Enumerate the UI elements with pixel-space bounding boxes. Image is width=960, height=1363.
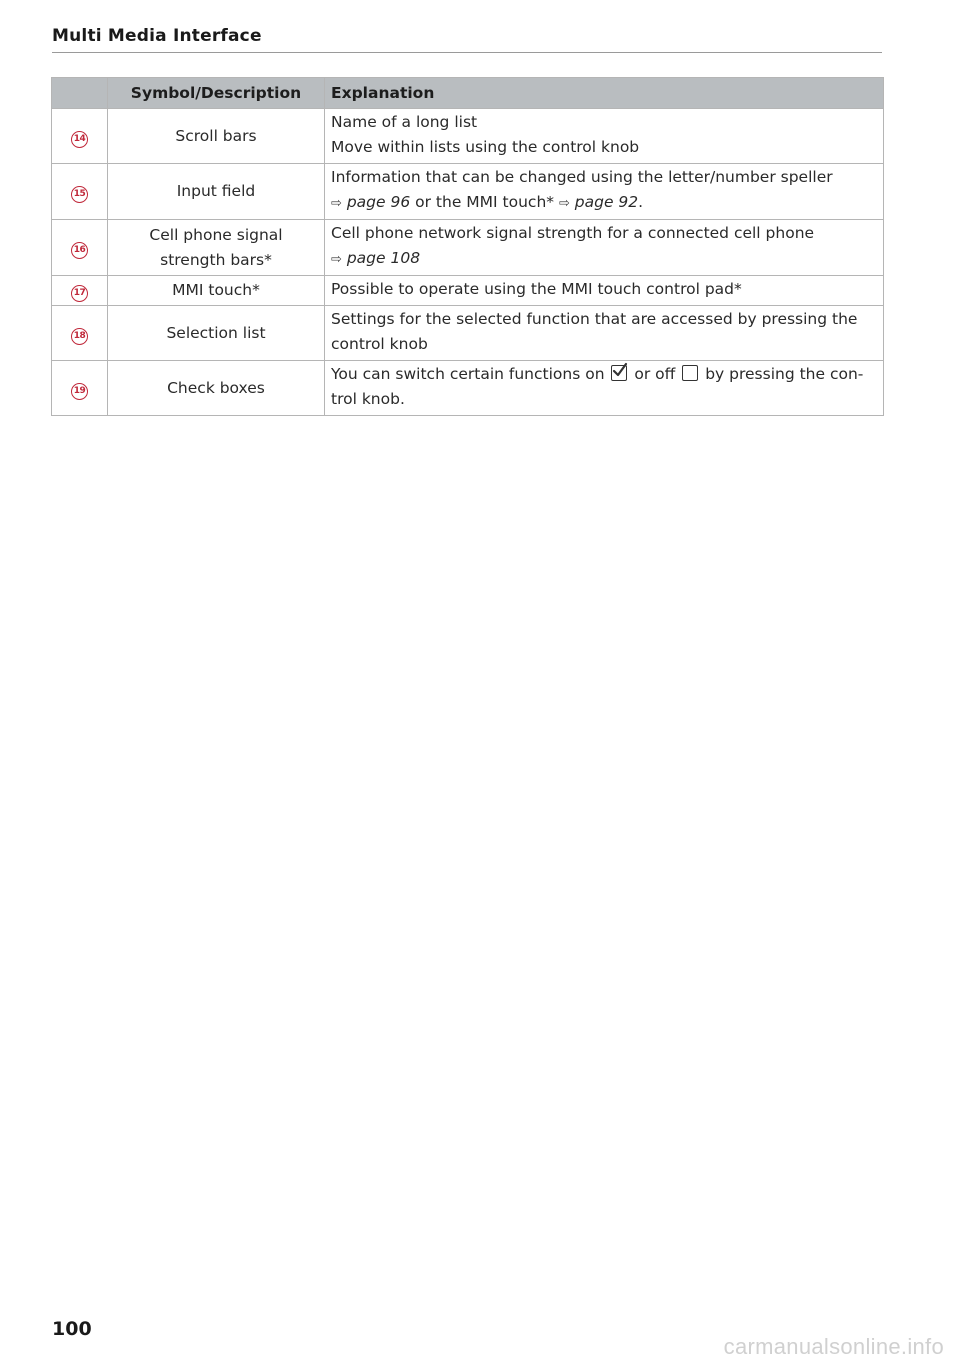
checked-checkbox-icon <box>611 365 627 381</box>
explanation-cell <box>325 220 884 276</box>
description-text: Check boxes <box>167 378 265 397</box>
row-number-cell <box>52 220 108 276</box>
description-cell <box>108 276 325 306</box>
description-cell <box>108 220 325 276</box>
arrow-right-icon: ⇨ <box>331 252 342 267</box>
row-number-cell <box>52 109 108 164</box>
explanation-column-header: Explanation <box>325 78 884 109</box>
explanation-text: Settings for the selected function that are accessed by pressing the <box>331 310 858 328</box>
explanation-text: Information that can be changed using the letter/number speller <box>331 168 833 186</box>
explanation-text: or off <box>629 365 681 383</box>
description-cell <box>108 306 325 361</box>
row-number-cell <box>52 164 108 220</box>
description-text: Scroll bars <box>175 126 257 145</box>
row-number-cell <box>52 276 108 306</box>
description-text: Input field <box>176 182 256 200</box>
number-column-header <box>52 78 108 109</box>
page-number: 100 <box>52 1318 92 1340</box>
explanation-text: Name of a long list <box>331 113 478 131</box>
explanation-line <box>331 362 875 387</box>
unchecked-checkbox-icon <box>682 365 698 381</box>
callout-number-icon: 14 <box>71 131 88 148</box>
explanation-refs <box>331 246 875 272</box>
page-reference-link[interactable]: page 96 <box>346 193 411 211</box>
explanation-cell <box>325 276 884 306</box>
description-text: MMI touch* <box>172 281 260 299</box>
callout-number-icon: 18 <box>71 328 88 345</box>
explanation-text: by pressing the con- <box>700 365 864 383</box>
section-title: Multi Media Interface <box>52 26 262 46</box>
callout-number-icon: 15 <box>71 186 88 203</box>
callout-number-icon: 19 <box>71 383 88 400</box>
description-column-header: Symbol/Description <box>108 78 325 109</box>
page-header <box>52 24 882 53</box>
explanation-text: You can switch certain functions on <box>331 365 610 383</box>
explanation-text: Move within lists using the control knob <box>331 138 640 156</box>
table-header-row <box>52 78 884 109</box>
description-cell <box>108 361 325 416</box>
table-row <box>52 164 884 220</box>
callout-number-icon: 17 <box>71 285 88 302</box>
explanation-refs <box>331 190 875 216</box>
row-number-cell <box>52 306 108 361</box>
symbol-table <box>51 77 884 416</box>
explanation-text: trol knob. <box>331 390 405 408</box>
arrow-right-icon: ⇨ <box>558 196 570 211</box>
explanation-cell <box>325 109 884 164</box>
description-cell <box>108 164 325 220</box>
arrow-right-icon: ⇨ <box>331 196 342 211</box>
description-cell <box>108 109 325 164</box>
explanation-text: or the MMI touch* <box>410 193 559 211</box>
table-row <box>52 220 884 276</box>
page-reference-link[interactable]: page 108 <box>346 249 421 267</box>
explanation-cell <box>325 306 884 361</box>
table-row <box>52 109 884 164</box>
explanation-text: control knob <box>331 335 428 353</box>
description-text: strength bars* <box>160 250 272 269</box>
explanation-cell <box>325 361 884 416</box>
watermark: carmanualsonline.info <box>723 1334 944 1359</box>
explanation-text: Possible to operate using the MMI touch control pad* <box>331 280 742 298</box>
explanation-cell <box>325 164 884 220</box>
row-number-cell <box>52 361 108 416</box>
table-row <box>52 276 884 306</box>
explanation-text: Cell phone network signal strength for a connected cell phone <box>331 224 815 242</box>
explanation-text: . <box>638 193 644 211</box>
table-row <box>52 361 884 416</box>
page-reference-link[interactable]: page 92 <box>574 193 639 211</box>
description-text: Cell phone signal <box>149 225 283 244</box>
callout-number-icon: 16 <box>71 242 88 259</box>
description-text: Selection list <box>166 323 266 342</box>
table-row <box>52 306 884 361</box>
